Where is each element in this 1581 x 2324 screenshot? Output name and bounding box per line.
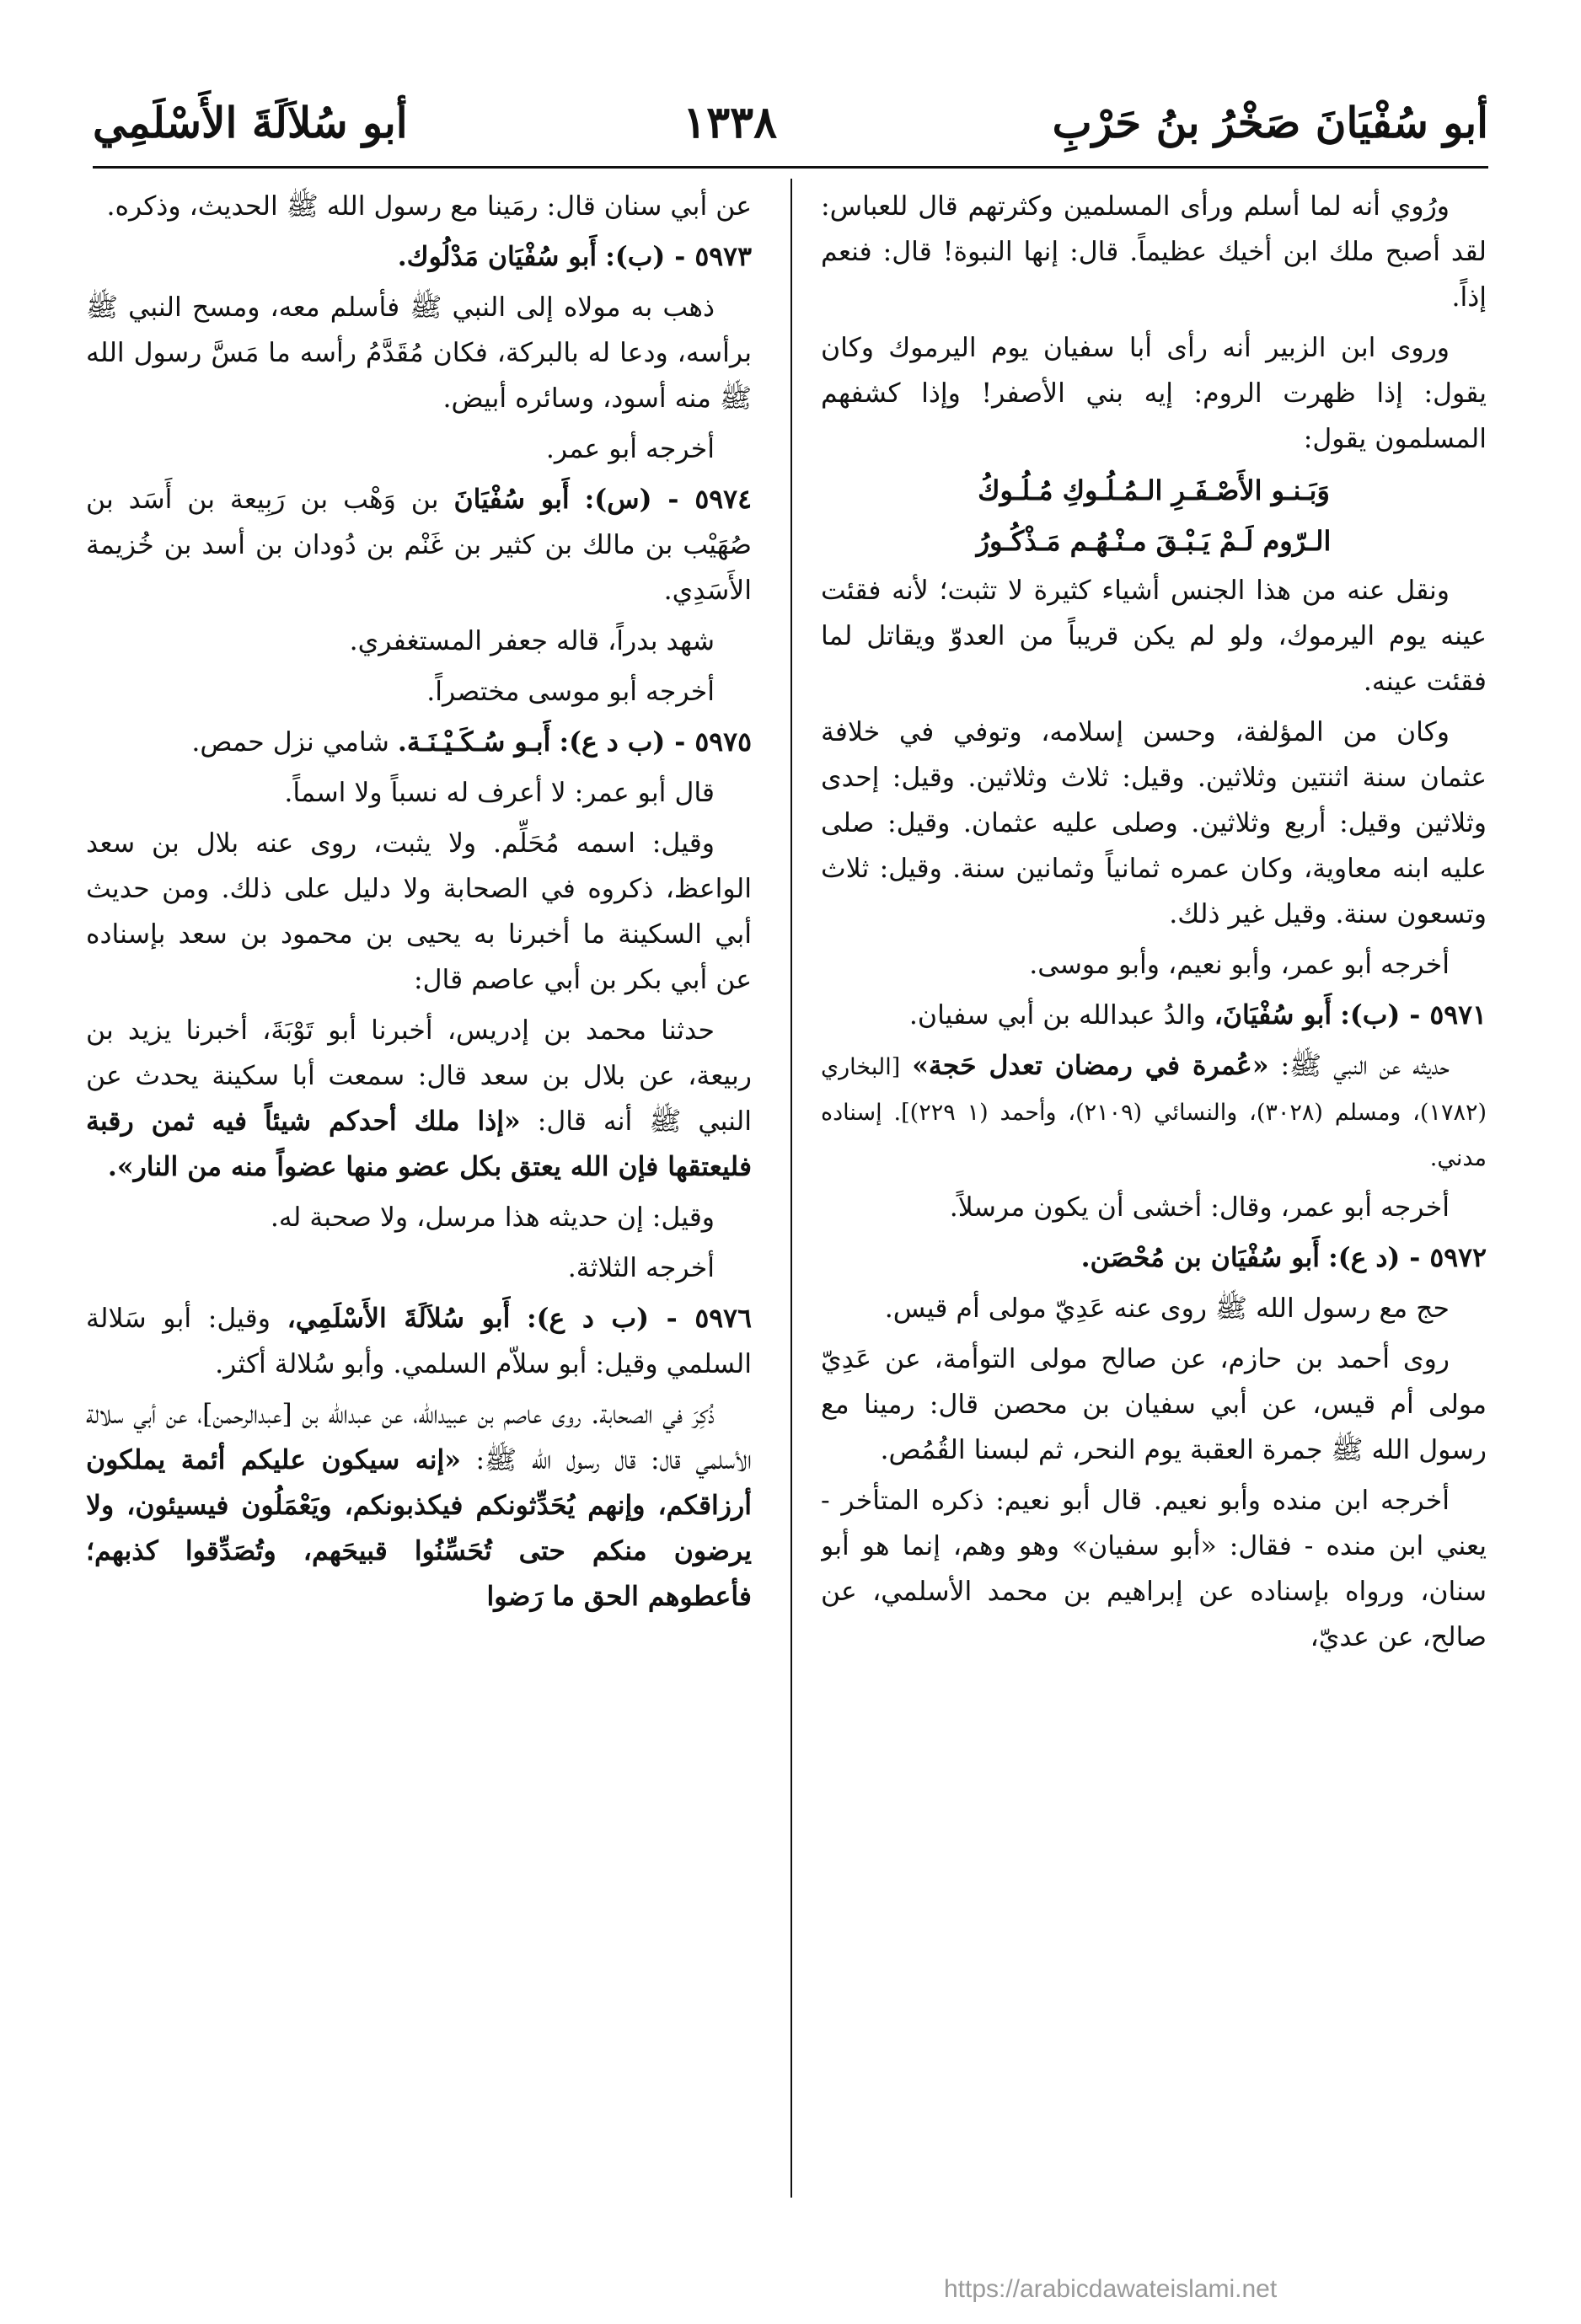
entry-name: أَبو سُفْيَانَ، xyxy=(1214,999,1332,1031)
entry-text: والدُ عبدالله بن أبي سفيان. xyxy=(908,1000,1206,1031)
paragraph: ذهب به مولاه إلى النبي ﷺ فأسلم معه، ومسح النبي ﷺ برأسه، ودعا له بالبركة، فكان مُقَدَّمُ رأسه ما مَسَّ رسول الله ﷺ منه أسود، وسائره أبيض. xyxy=(86,292,752,414)
paragraph: أخرجه الثلاثة. xyxy=(567,1253,715,1283)
column-separator xyxy=(790,179,792,2198)
paragraph: حج مع رسول الله ﷺ روى عنه عَدِيّ مولى أم قيس. xyxy=(884,1293,1450,1324)
paragraph: روى أحمد بن حازم، عن صالح مولى التوأمة، عن عَدِيّ مولى أم قيس، عن أبي سفيان بن محصن قال: رمينا مع رسول الله ﷺ جمرة العقبة يوم النحر، ثم لبسنا القُمُص. xyxy=(821,1344,1487,1465)
hadith-reference: [البخاري (١٧٨٢)، ومسلم (٣٠٢٨)، والنسائي (٢١٠٩)، وأحمد (١ ٢٢٩)]. إسناده مدني. xyxy=(821,1054,1487,1171)
entry-number: ٥٩٧١ - (ب): xyxy=(1340,999,1487,1031)
watermark-url: https://arabicdawateislami.net xyxy=(944,2275,1278,2303)
hadith-paragraph xyxy=(821,1043,1487,1180)
entry-text: بن وَهْب بن رَبِيعة بن أَسَد بن صُهَيْب بن مالك بن كثير بن غَنْم بن دُودان بن أسد بن خُزيمة الأَسَدِي. xyxy=(86,485,752,606)
entry-5974 xyxy=(86,477,752,613)
entry-name: أَبو سُفْيَان بن مُحْصَن. xyxy=(1080,1242,1321,1273)
left-column xyxy=(86,184,752,2206)
entry-5976 xyxy=(86,1296,752,1387)
entry-text: شامي نزل حمص. xyxy=(191,727,389,758)
entry-number: ٥٩٧٢ - (د ع): xyxy=(1328,1242,1487,1273)
hadith-text: «إنه سيكون عليكم أئمة يملكون أرزاقكم، وإنهم يُحَدِّثونكم فيكذبونكم، ويَعْمَلُون فيسيئون، ولا يرضون منكم حتى تُحَسِّنُوا قبيحَهم، وتُصَدِّقوا كذبهم؛ فأعطوهم الحق ما رَضوا xyxy=(86,1444,752,1612)
entry-5975 xyxy=(86,720,752,765)
hadith-paragraph xyxy=(86,1392,752,1620)
paragraph: عن أبي سنان قال: رمَينا مع رسول الله ﷺ الحديث، وذكره. xyxy=(106,191,752,222)
hadith-paragraph xyxy=(86,1008,752,1190)
poem-verse: الـرّوم لَـمْ يَـبْـقَ مـنْـهُـم مَـذْكُـورُ xyxy=(976,525,1332,557)
entry-number: ٥٩٧٤ - (س): xyxy=(584,484,752,515)
header-left-title: أبو سُلاَلَةَ الأَسْلَمِي xyxy=(93,97,408,147)
poem-verse: وَبَـنـو الأَصْـفَـرِ الـمُـلُـوكِ مُـلُـوكُ xyxy=(978,474,1330,506)
paragraph: قال أبو عمر: لا أعرف له نسباً ولا اسماً. xyxy=(284,778,715,808)
paragraph: وقيل: إن حديثه هذا مرسل، ولا صحبة له. xyxy=(270,1202,715,1233)
entry-name: أَبو سُفْيَان مَدْلُوك. xyxy=(397,241,598,272)
entry-name: أَبو سُفْيَانَ xyxy=(453,484,570,515)
hadith-text: «عُمرة في رمضان تعدل حَجة» xyxy=(912,1050,1269,1081)
entry-name: أَبـو سُـكَـيْـنَـة. xyxy=(397,726,551,758)
paragraph: أخرجه أبو عمر، وأبو نعيم، وأبو موسى. xyxy=(1029,950,1450,980)
hadith-intro: حديثه عن النبي ﷺ: xyxy=(1280,1051,1450,1081)
paragraph: أخرجه أبو عمر. xyxy=(545,434,715,464)
paragraph: شهد بدراً، قاله جعفر المستغفري. xyxy=(349,626,715,656)
right-column xyxy=(821,184,1487,2206)
paragraph: ورُوي أنه لما أسلم ورأى المسلمين وكثرتهم قال للعباس: لقد أصبح ملك ابن أخيك عظيماً. قال: إنها النبوة! قال: فنعم إذاً. xyxy=(821,191,1487,313)
running-header xyxy=(93,84,1488,160)
paragraph: وكان من المؤلفة، وحسن إسلامه، وتوفي في خلافة عثمان سنة اثنتين وثلاثين. وقيل: ثلاث وثلاثين. وقيل: إحدى وثلاثين وقيل: أربع وثلاثين. وصلى عليه عثمان. وقيل: صلى عليه ابنه معاوية، وكان عمره ثمانياً وثمانين سنة. وقيل: ثلاث وتسعون سنة. وقيل غير ذلك. xyxy=(821,717,1487,929)
entry-number: ٥٩٧٥ - (ب د ع): xyxy=(559,726,752,758)
entry-5973 xyxy=(86,234,752,280)
paragraph: أخرجه أبو عمر، وقال: أخشى أن يكون مرسلاً. xyxy=(949,1192,1450,1223)
hadith-chain: حدثنا محمد بن إدريس، أخبرنا أبو تَوْبَةَ، أخبرنا يزيد بن ربيعة، عن بلال بن سعد قال: سمعت أبا سكينة يحدث عن النبي ﷺ أنه قال: xyxy=(86,1015,752,1137)
hadith-text: «إذا ملك أحدكم شيئاً فيه ثمن رقبة فليعتقها فإن الله يعتق بكل عضو منها عضواً منه من النار». xyxy=(86,1106,752,1182)
paragraph: وقيل: اسمه مُحَلِّم. ولا يثبت، روى عنه بلال بن سعد الواعظ، ذكروه في الصحابة ولا دليل على ذلك. ومن حديث أبي السكينة ما أخبرنا به يحيى بن محمود بن سعد بإسناده عن أبي بكر بن أبي عاصم قال: xyxy=(86,828,752,995)
entry-5971 xyxy=(821,993,1487,1038)
hadith-chain: ذُكِرَ في الصحابة. روى عاصم بن عبيدالله، عن عبدالله بن [عبدالرحمن]، عن أبي سلالة الأسلمي قال: قال رسول الله ﷺ: xyxy=(86,1400,752,1475)
entry-name: أَبو سُلاَلَةَ الأَسْلَمِي، xyxy=(287,1303,511,1334)
paragraph: أخرجه ابن منده وأبو نعيم. قال أبو نعيم: ذكره المتأخر - يعني ابن منده - فقال: «أبو سفيان» وهو وهم، إنما هو أبو سنان، ورواه بإسناده عن إبراهيم بن محمد الأسلمي، عن صالح، عن عديّ، xyxy=(821,1486,1487,1652)
entry-5972 xyxy=(821,1235,1487,1281)
entry-number: ٥٩٧٣ - (ب): xyxy=(605,241,752,272)
paragraph: أخرجه أبو موسى مختصراً. xyxy=(426,677,715,707)
paragraph: وروى ابن الزبير أنه رأى أبا سفيان يوم اليرموك وكان يقول: إذا ظهرت الروم: إيه بني الأصفر! وإذا كشفهم المسلمون يقول: xyxy=(821,333,1487,454)
header-rule xyxy=(93,166,1488,169)
header-right-title: أبو سُفْيَانَ صَخْرُ بنُ حَرْبِ xyxy=(1052,97,1488,147)
entry-text: وقيل: أبو سَلالة السلمي وقيل: أبو سلاّم السلمي. وأبو سُلالة أكثر. xyxy=(86,1304,752,1379)
entry-number: ٥٩٧٦ - (ب د ع): xyxy=(527,1303,752,1334)
page-number: ١٣٣٨ xyxy=(683,96,778,148)
paragraph: ونقل عنه من هذا الجنس أشياء كثيرة لا تثبت؛ لأنه فقئت عينه يوم اليرموك، ولو لم يكن قريباً من العدوّ ويقاتل لما فقئت عينه. xyxy=(821,576,1487,697)
